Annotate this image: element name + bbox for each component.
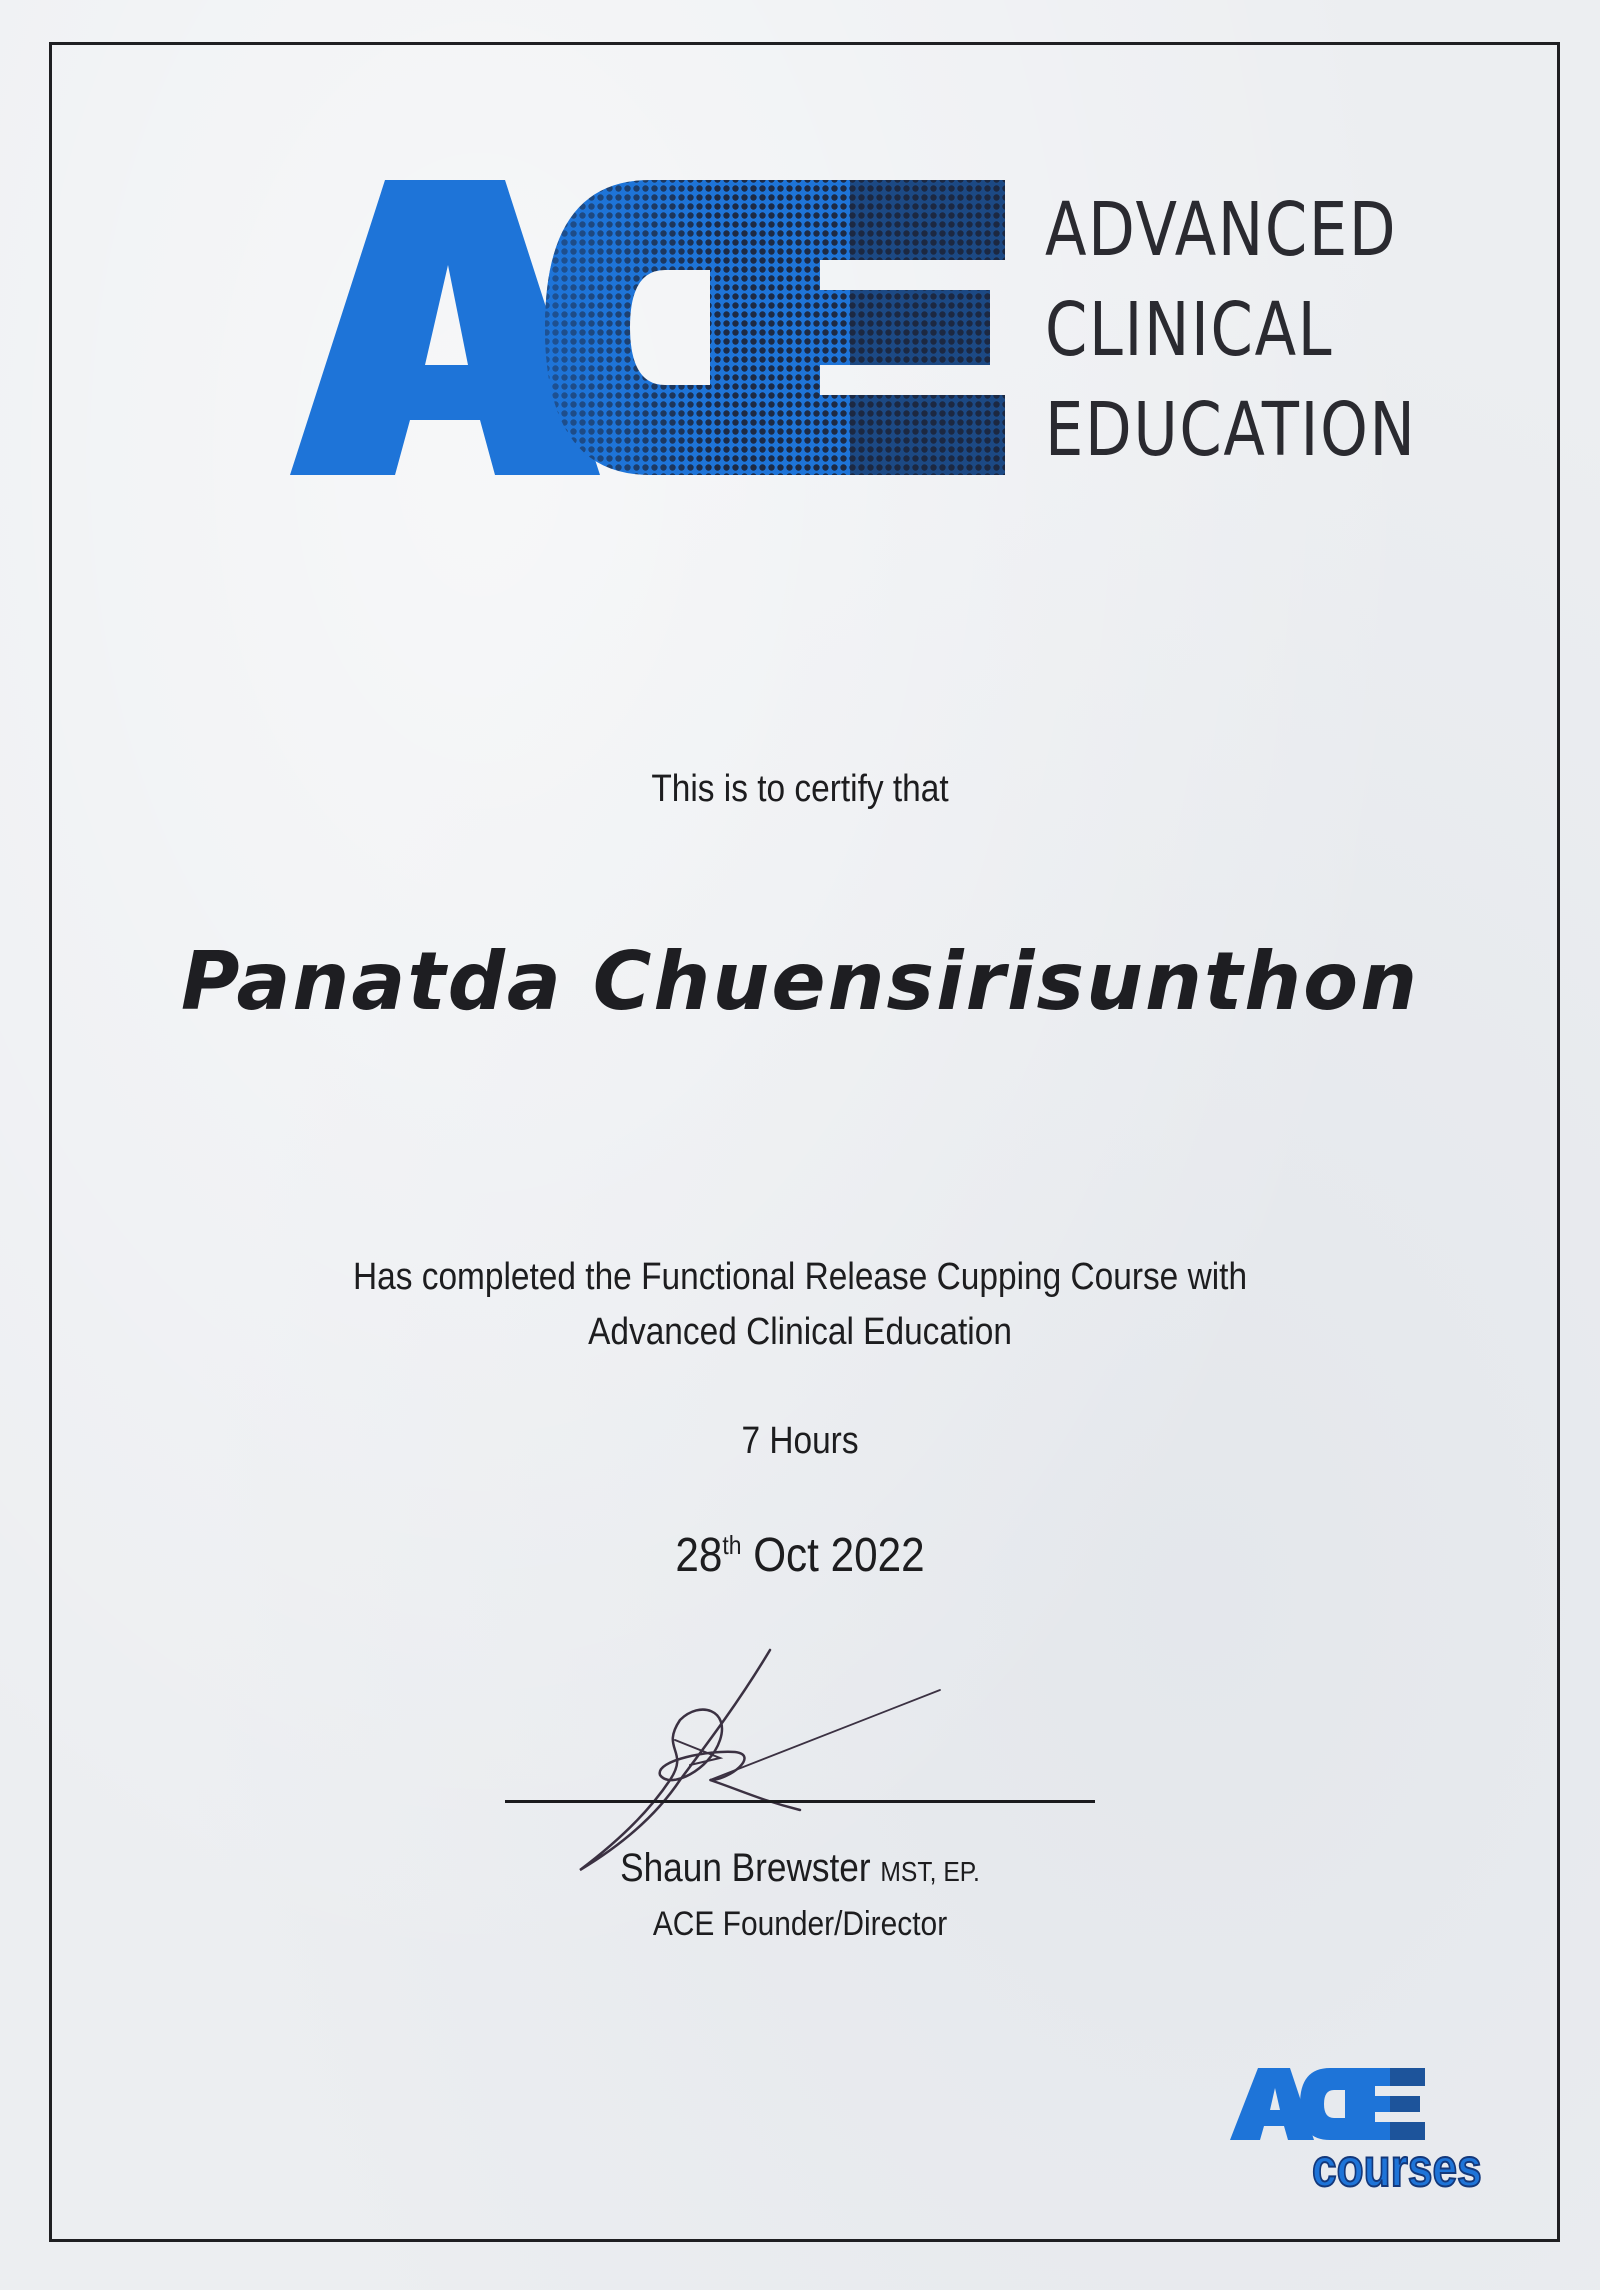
certify-intro: This is to certify that — [651, 768, 949, 810]
completion-date — [96, 1528, 1504, 1583]
signer-title: ACE Founder/Director — [652, 1905, 948, 1943]
date-month-year: Oct 2022 — [741, 1529, 925, 1582]
completion-line-2: Advanced Clinical Education — [588, 1311, 1012, 1353]
recipient-name: Panatda Chuensirisunthon — [180, 935, 1420, 1028]
completion-line-1: Has completed the Functional Release Cupping Course with — [352, 1256, 1248, 1298]
signer-name: Shaun Brewster — [620, 1846, 871, 1890]
wordmark-line-1: ADVANCED — [1045, 187, 1398, 273]
ace-courses-logo — [1230, 2068, 1520, 2198]
signer-credentials: MST, EP. — [880, 1856, 980, 1887]
signature-line — [505, 1800, 1095, 1803]
handwritten-signature — [560, 1640, 960, 1880]
completion-statement — [96, 1250, 1504, 1360]
signer-name-line — [96, 1846, 1504, 1891]
course-hours: 7 Hours — [741, 1420, 859, 1462]
date-day: 28 — [675, 1529, 723, 1582]
wordmark-line-3: EDUCATION — [1045, 387, 1417, 473]
footer-logo-sub: courses — [1312, 2137, 1482, 2198]
logo-wordmark — [1045, 180, 1417, 480]
ace-logo — [290, 175, 1010, 475]
wordmark-line-2: CLINICAL — [1045, 287, 1334, 373]
date-suffix: th — [722, 1530, 742, 1560]
